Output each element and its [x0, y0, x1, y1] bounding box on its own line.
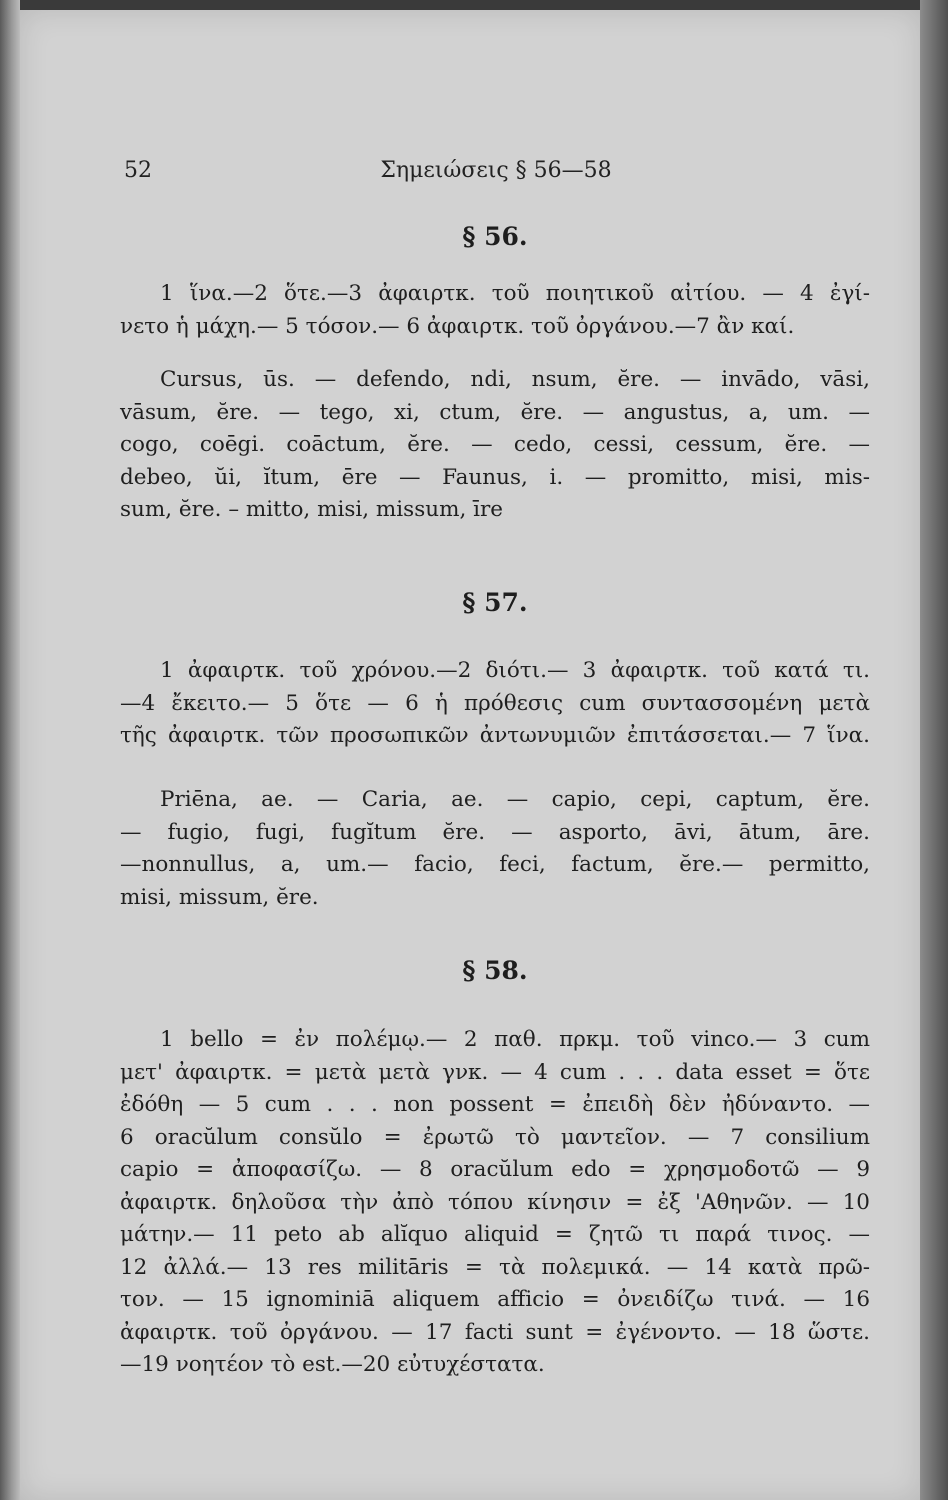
- text-line: —4 ἔκειτο.— 5 ὅτε — 6 ἡ πρόθεσις cum συντασσομένη μετὰ: [120, 690, 870, 716]
- text-line: 1 bello = ἐν πολέμῳ.— 2 παθ. πρκμ. τοῦ vinco.— 3 cum: [160, 1027, 870, 1052]
- section-57-vocabulary: [120, 784, 870, 914]
- section-56-greek-notes: [120, 278, 870, 343]
- text-line: 1 ἵνα.—2 ὅτε.—3 ἀφαιρτκ. τοῦ ποιητικοῦ αἰτίου. — 4 ἐγί-: [160, 281, 870, 306]
- page-number: 52: [124, 158, 152, 183]
- scan-right-edge: [920, 0, 948, 1500]
- text-line: νετο ἡ μάχη.— 5 τόσον.— 6 ἀφαιρτκ. τοῦ ὀργάνου.—7 ἂν καί.: [120, 313, 795, 339]
- text-line: 12 ἀλλά.— 13 res militāris = τὰ πολεμικά. — 14 κατὰ πρῶ-: [120, 1254, 870, 1280]
- text-line: — fugio, fugi, fugĭtum ĕre. — asporto, āvi, ātum, āre.: [120, 819, 870, 845]
- scan-left-edge: [0, 0, 20, 1500]
- section-56-vocabulary: [120, 364, 870, 527]
- text-line: ἐδόθη — 5 cum . . . non possent = ἐπειδὴ δὲν ἠδύναντο. —: [120, 1092, 870, 1117]
- text-line: Priēna, ae. — Caria, ae. — capio, cepi, captum, ĕre.: [160, 787, 870, 812]
- text-line: 6 oracŭlum consŭlo = ἐρωτῶ τὸ μαντεῖον. — 7 consilium: [120, 1124, 870, 1150]
- text-line: μετ' ἀφαιρτκ. = μετὰ μετὰ γνκ. — 4 cum . . . data esset = ὅτε: [120, 1059, 870, 1085]
- text-line: vāsum, ĕre. — tego, xi, ctum, ĕre. — angustus, a, um. —: [120, 399, 870, 425]
- text-line: capio = ἀποφασίζω. — 8 oracŭlum edo = χρησμοδοτῶ — 9: [120, 1157, 870, 1182]
- text-line: debeo, ŭi, ĭtum, ēre — Faunus, i. — promitto, misi, mis-: [120, 464, 870, 490]
- section-58-notes: [120, 1024, 870, 1382]
- text-line: μάτην.— 11 peto ab alĭquo aliquid = ζητῶ τι παρά τινος. —: [120, 1222, 870, 1247]
- text-line: Cursus, ūs. — defendo, ndi, nsum, ĕre. — invādo, vāsi,: [160, 367, 870, 392]
- text-line: misi, missum, ĕre.: [120, 884, 319, 910]
- text-line: sum, ĕre. – mitto, misi, missum, īre: [120, 497, 504, 522]
- section-57-greek-notes: [120, 655, 870, 753]
- running-title: Σημειώσεις § 56—58: [380, 158, 612, 183]
- section-heading-56: § 56.: [462, 222, 528, 251]
- text-line: τῆς ἀφαιρτκ. τῶν προσωπικῶν ἀντωνυμιῶν ἐπιτάσσεται.— 7 ἵνα.: [120, 723, 870, 748]
- text-line: —19 νοητέον τὸ est.—20 εὐτυχέστατα.: [120, 1352, 545, 1377]
- text-line: 1 ἀφαιρτκ. τοῦ χρόνου.—2 διότι.— 3 ἀφαιρτκ. τοῦ κατά τι.: [160, 658, 870, 683]
- text-line: —nonnullus, a, um.— facio, feci, factum, ĕre.— permitto,: [120, 852, 870, 877]
- text-line: ἀφαιρτκ. δηλοῦσα τὴν ἀπὸ τόπου κίνησιν = ἐξ 'Αθηνῶν. — 10: [120, 1189, 870, 1215]
- text-line: cogo, coēgi. coāctum, ĕre. — cedo, cessi, cessum, ĕre. —: [120, 432, 870, 457]
- text-line: τον. — 15 ignominiā aliquem afficio = ὀνειδίζω τινά. — 16: [120, 1287, 870, 1312]
- section-heading-57: § 57.: [462, 588, 528, 617]
- text-line: ἀφαιρτκ. τοῦ ὀργάνου. — 17 facti sunt = ἐγένοντο. — 18 ὥστε.: [120, 1319, 870, 1345]
- page-header: [124, 158, 868, 188]
- section-heading-58: § 58.: [462, 956, 528, 985]
